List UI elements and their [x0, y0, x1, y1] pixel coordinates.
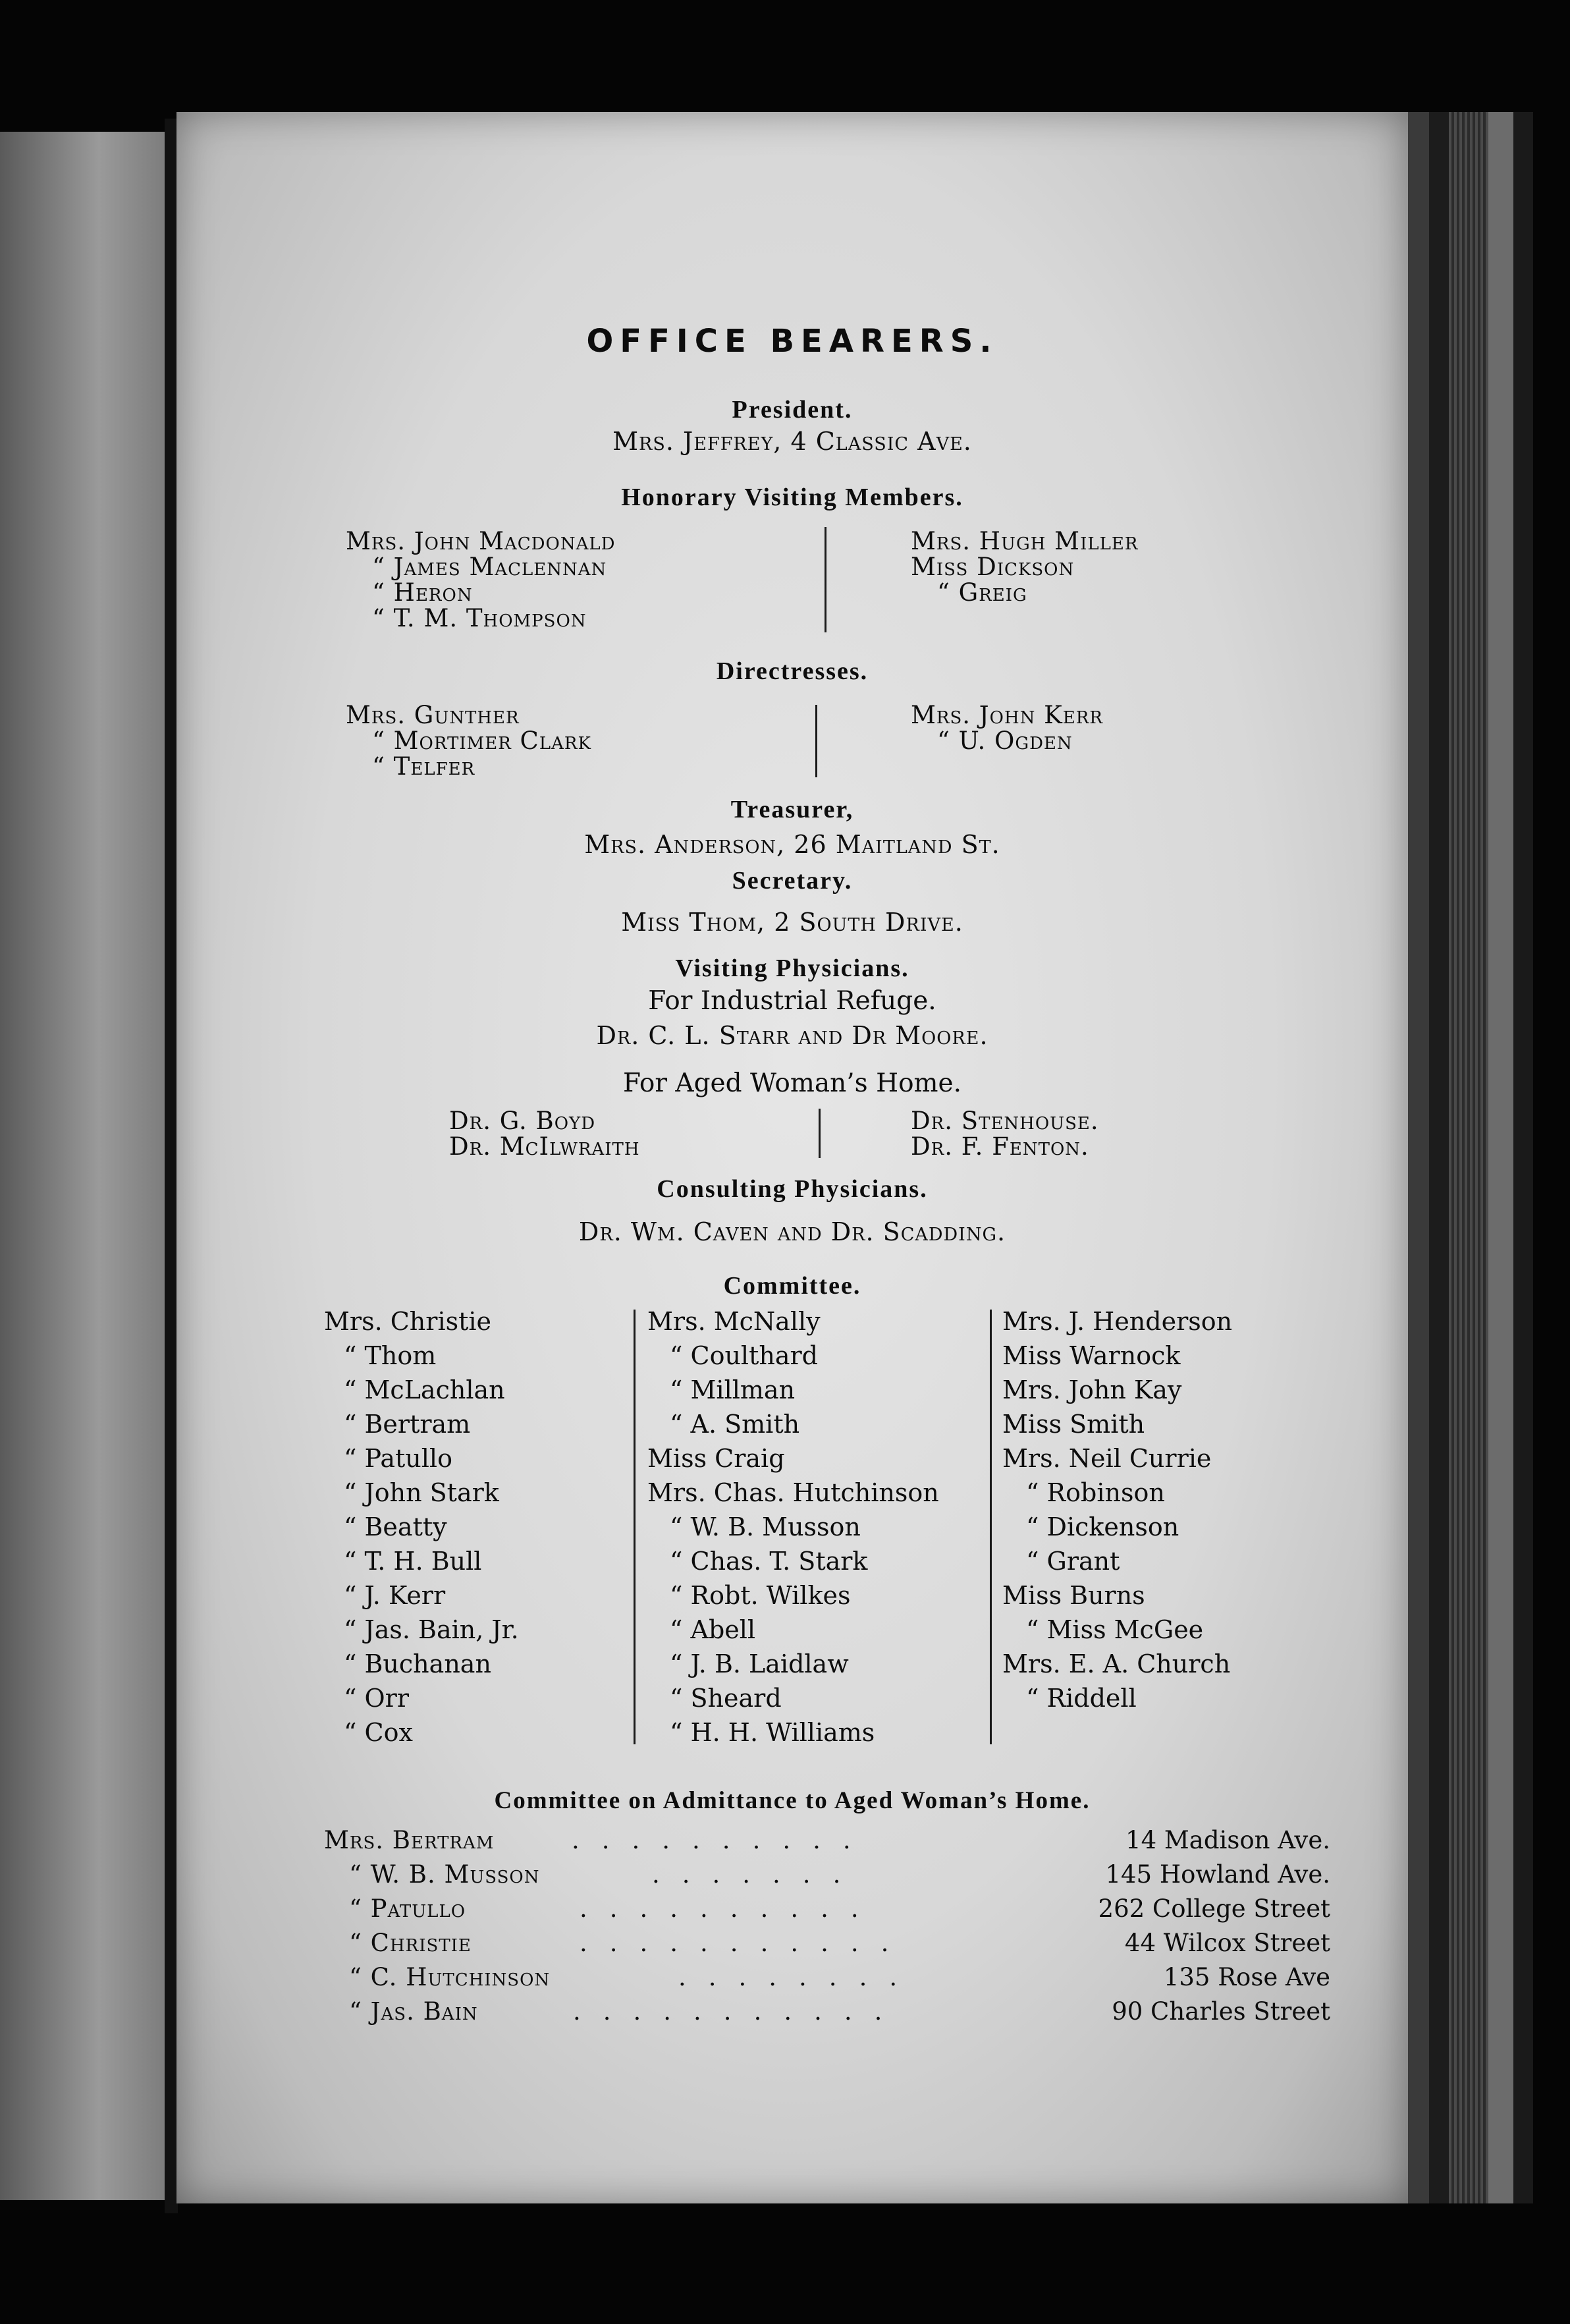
- visiting-sub-1: For Industrial Refuge.: [648, 986, 936, 1016]
- committee-member: “ Patullo: [344, 1444, 452, 1473]
- committee-member: “ Thom: [344, 1341, 437, 1370]
- consulting-heading: Consulting Physicians.: [657, 1175, 928, 1203]
- facing-page: [0, 132, 165, 2200]
- committee-member: “ Buchanan: [344, 1649, 491, 1678]
- honorary-left-1: Mrs. John Macdonald: [346, 527, 616, 555]
- committee-member: “ Cox: [344, 1718, 413, 1747]
- committee-member: Mrs. J. Henderson: [1002, 1307, 1233, 1336]
- admittance-name: “ W. B. Musson: [349, 1860, 540, 1889]
- treasurer-heading: Treasurer,: [730, 796, 854, 823]
- honorary-right-3: “ Greig: [937, 578, 1027, 607]
- admittance-name: “ Patullo: [349, 1895, 466, 1923]
- committee-member: “ J. B. Laidlaw: [670, 1649, 849, 1678]
- admittance-address: 14 Madison Ave.: [1125, 1826, 1330, 1854]
- committee-member: “ Grant: [1026, 1547, 1120, 1576]
- committee-member: Mrs. John Kay: [1002, 1375, 1182, 1404]
- treasurer-line: Mrs. Anderson, 26 Maitland St.: [584, 830, 1000, 859]
- committee-member: “ Jas. Bain, Jr.: [344, 1615, 519, 1644]
- committee-member: “ T. H. Bull: [344, 1547, 482, 1576]
- admittance-name: Mrs. Bertram: [324, 1826, 495, 1854]
- visiting-heading: Visiting Physicians.: [675, 954, 909, 982]
- committee-member: Miss Warnock: [1002, 1341, 1181, 1370]
- admittance-address: 44 Wilcox Street: [1124, 1929, 1330, 1957]
- directresses-left-2: “ Mortimer Clark: [372, 727, 591, 755]
- committee-member: Miss Smith: [1002, 1410, 1145, 1439]
- committee-member: “ Beatty: [344, 1512, 447, 1541]
- page-edge: [1513, 112, 1533, 2203]
- committee-member: Mrs. McNally: [647, 1307, 821, 1336]
- honorary-heading: Honorary Visiting Members.: [621, 484, 963, 511]
- admittance-address: 135 Rose Ave: [1163, 1963, 1330, 1991]
- honorary-left-2: “ James Maclennan: [372, 553, 607, 581]
- committee-member: “ Abell: [670, 1615, 756, 1644]
- committee-member: Mrs. Christie: [324, 1307, 492, 1336]
- leader-dots: ........: [678, 1963, 920, 1991]
- admittance-name: “ C. Hutchinson: [349, 1963, 551, 1991]
- committee-member: “ Riddell: [1026, 1684, 1137, 1713]
- honorary-right-2: Miss Dickson: [911, 553, 1075, 581]
- committee-member: “ Robt. Wilkes: [670, 1581, 851, 1610]
- committee-member: “ John Stark: [344, 1478, 499, 1507]
- committee-member: Mrs. Neil Currie: [1002, 1444, 1212, 1473]
- committee-member: “ Millman: [670, 1375, 796, 1404]
- committee-member: “ A. Smith: [670, 1410, 800, 1439]
- visiting-left-1: Dr. G. Boyd: [449, 1107, 596, 1135]
- page-edge: [1488, 112, 1513, 2203]
- admittance-address: 90 Charles Street: [1112, 1997, 1330, 2026]
- book-gutter: [165, 119, 178, 2213]
- column-divider: [634, 1310, 636, 1744]
- committee-member: “ Orr: [344, 1684, 409, 1713]
- leader-dots: ..........: [580, 1895, 881, 1923]
- committee-member: “ Miss McGee: [1026, 1615, 1204, 1644]
- committee-member: Mrs. E. A. Church: [1002, 1649, 1231, 1678]
- column-divider: [819, 1109, 821, 1158]
- page-edge: [1449, 112, 1488, 2203]
- honorary-left-3: “ Heron: [372, 578, 473, 607]
- leader-dots: ...........: [580, 1929, 911, 1957]
- admittance-address: 262 College Street: [1098, 1895, 1330, 1923]
- visiting-right-2: Dr. F. Fenton.: [911, 1132, 1089, 1161]
- visiting-sub-2: For Aged Woman’s Home.: [622, 1068, 962, 1098]
- admittance-heading: Committee on Admittance to Aged Woman’s Home.: [494, 1787, 1091, 1814]
- secretary-heading: Secretary.: [732, 867, 853, 895]
- committee-member: “ Robinson: [1026, 1478, 1165, 1507]
- committee-member: “ McLachlan: [344, 1375, 505, 1404]
- leader-dots: ..........: [572, 1826, 873, 1854]
- honorary-right-1: Mrs. Hugh Miller: [911, 527, 1139, 555]
- page-edge: [1408, 112, 1429, 2203]
- leader-dots: ...........: [573, 1997, 905, 2026]
- committee-member: “ J. Kerr: [344, 1581, 446, 1610]
- president-line: Mrs. Jeffrey, 4 Classic Ave.: [612, 427, 972, 456]
- admittance-address: 145 Howland Ave.: [1105, 1860, 1330, 1889]
- directresses-heading: Directresses.: [716, 657, 869, 685]
- committee-member: Miss Burns: [1002, 1581, 1145, 1610]
- column-divider: [990, 1310, 992, 1744]
- visiting-left-2: Dr. McIlwraith: [449, 1132, 640, 1161]
- secretary-line: Miss Thom, 2 South Drive.: [621, 908, 963, 937]
- committee-member: “ Bertram: [344, 1410, 471, 1439]
- consulting-line: Dr. Wm. Caven and Dr. Scadding.: [578, 1217, 1006, 1246]
- committee-member: “ W. B. Musson: [670, 1512, 861, 1541]
- column-divider: [825, 527, 826, 632]
- directresses-left-1: Mrs. Gunther: [346, 701, 520, 729]
- page-edge: [1429, 112, 1449, 2203]
- visiting-right-1: Dr. Stenhouse.: [911, 1107, 1099, 1135]
- leader-dots: .......: [652, 1860, 863, 1889]
- document-page: [176, 112, 1408, 2203]
- committee-member: “ Sheard: [670, 1684, 782, 1713]
- president-heading: President.: [732, 396, 853, 424]
- committee-member: “ Dickenson: [1026, 1512, 1179, 1541]
- committee-member: Mrs. Chas. Hutchinson: [647, 1478, 939, 1507]
- page-title: OFFICE BEARERS.: [586, 323, 998, 360]
- committee-member: “ H. H. Williams: [670, 1718, 875, 1747]
- committee-heading: Committee.: [723, 1272, 861, 1300]
- honorary-left-4: “ T. M. Thompson: [372, 604, 587, 632]
- committee-member: Miss Craig: [647, 1444, 785, 1473]
- admittance-name: “ Jas. Bain: [349, 1997, 478, 2026]
- column-divider: [815, 705, 817, 777]
- committee-member: “ Coulthard: [670, 1341, 818, 1370]
- directresses-left-3: “ Telfer: [372, 752, 475, 781]
- admittance-name: “ Christie: [349, 1929, 472, 1957]
- directresses-right-2: “ U. Ogden: [937, 727, 1073, 755]
- committee-member: “ Chas. T. Stark: [670, 1547, 868, 1576]
- directresses-right-1: Mrs. John Kerr: [911, 701, 1103, 729]
- visiting-line-1: Dr. C. L. Starr and Dr Moore.: [596, 1021, 988, 1050]
